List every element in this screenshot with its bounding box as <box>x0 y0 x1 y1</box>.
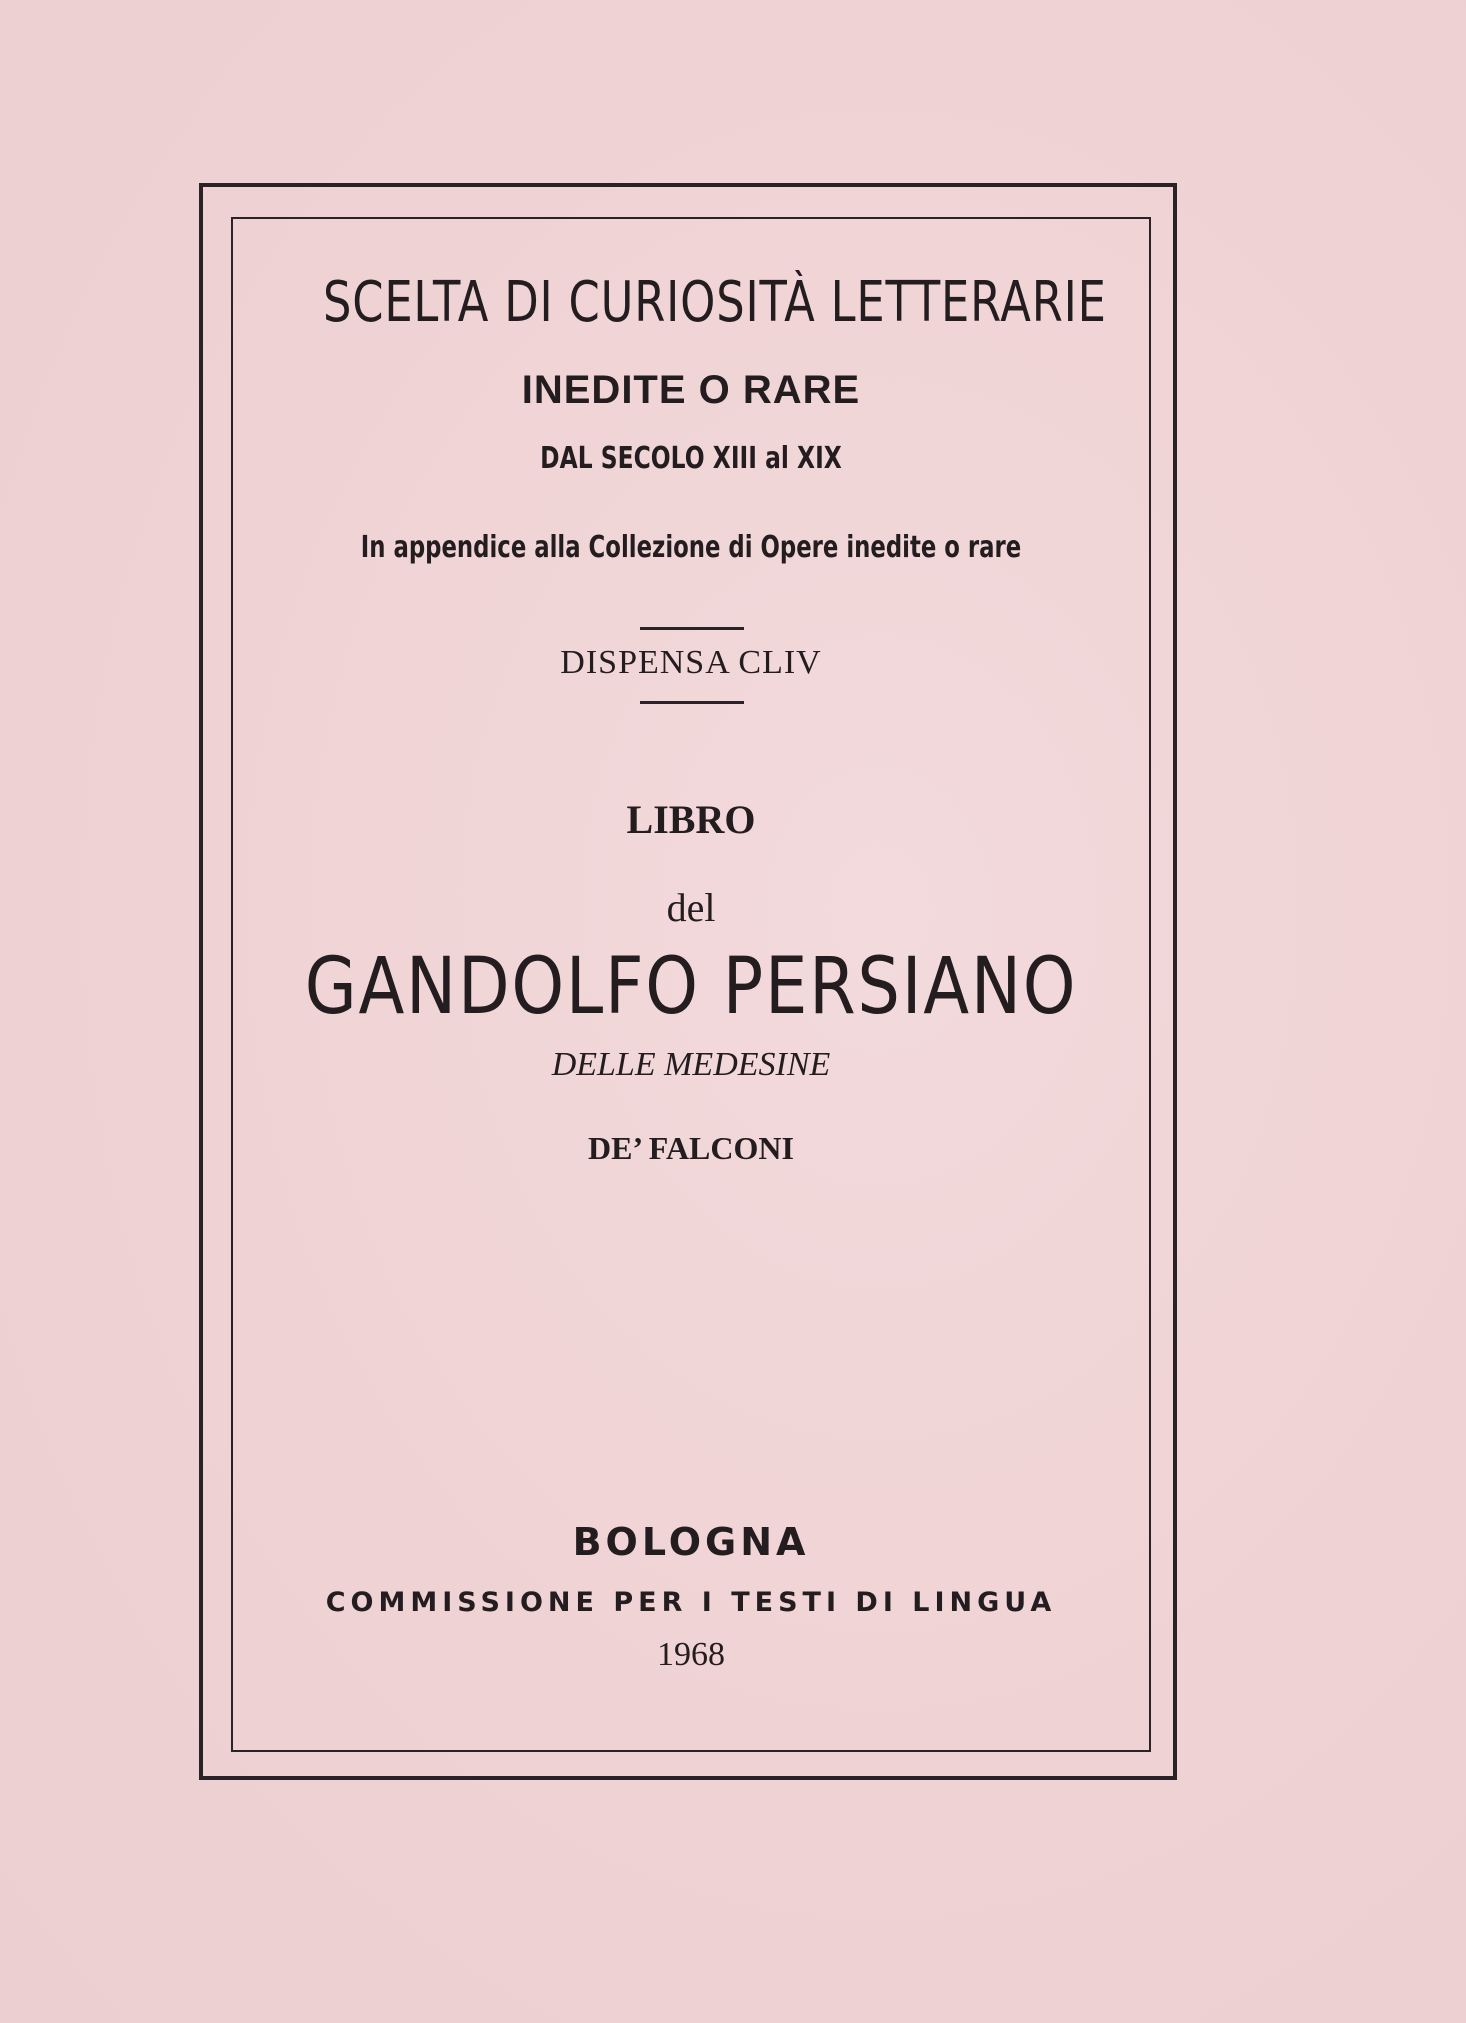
divider-bottom <box>640 701 744 704</box>
publisher: COMMISSIONE PER I TESTI DI LINGUA <box>325 1587 1057 1618</box>
book-subtitle-2: DE’ FALCONI <box>588 1130 794 1166</box>
publication-city: BOLOGNA <box>572 1520 810 1564</box>
series-subtitle: INEDITE O RARE <box>521 368 861 412</box>
book-title: GANDOLFO PERSIANO <box>304 942 1078 1032</box>
series-century-range: DAL SECOLO XIII al XIX <box>540 441 842 476</box>
divider-top <box>640 627 744 630</box>
publication-year: 1968 <box>657 1636 725 1673</box>
book-subtitle: DELLE MEDESINE <box>551 1046 831 1083</box>
book-label: LIBRO <box>626 797 756 842</box>
series-title: SCELTA DI CURIOSITÀ LETTERARIE <box>323 270 1107 335</box>
appendix-note: In appendice alla Collezione di Opere inedite o rare <box>360 530 1022 565</box>
book-preposition: del <box>666 885 716 930</box>
dispensa-number: DISPENSA CLIV <box>560 644 822 681</box>
